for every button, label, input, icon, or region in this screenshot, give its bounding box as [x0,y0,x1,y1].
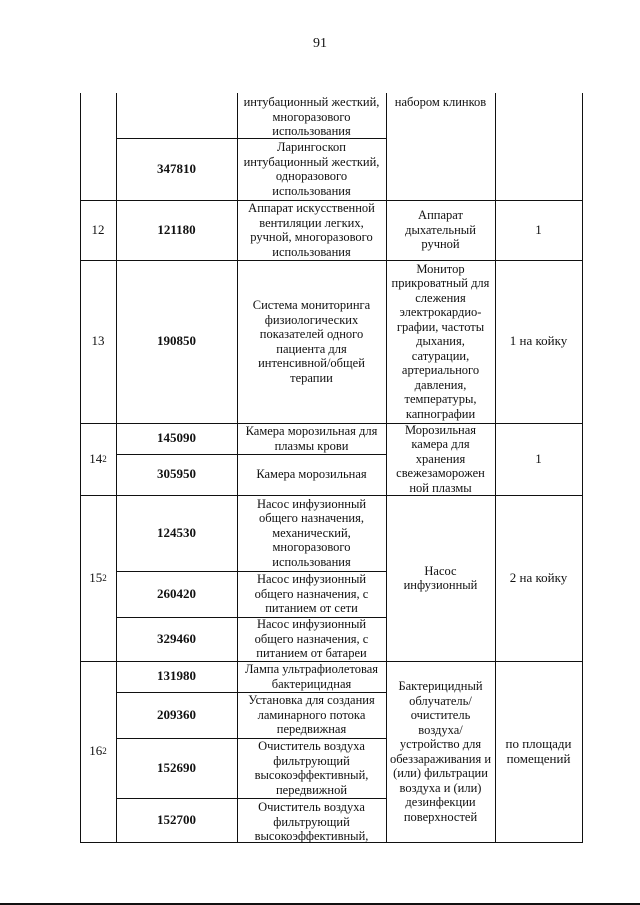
row16-name1 [237,661,386,692]
row14-number [80,423,116,495]
cont-function [386,93,495,138]
cell-text: набором клинков [394,95,487,109]
row16-qty: по площади помещений [505,736,572,766]
row15-name3 [237,617,386,661]
cont-name1 [237,93,386,138]
cell-text: Камера морозильная [256,467,367,482]
cell-text: Морозильная камера для хранения свежезаморожен ной плазмы [396,422,485,495]
cell-text: Система мониторинга физиологических показателей одного пациента для интенсивной/общей терапии [252,298,371,385]
row15-name1 [237,495,386,571]
row13-function [386,260,495,423]
row15-code2: 260420 [157,585,196,601]
row15-code3: 329460 [157,630,196,646]
row16-code4: 152700 [157,811,196,827]
row14-code1: 145090 [157,430,196,446]
row-number-text: 15 [89,569,103,585]
cell-text: Установка для создания ламинарного потока передвижная [248,693,375,737]
row-number-text: 14 [89,450,103,466]
row15-number [80,495,116,661]
row16-number [80,661,116,842]
row12-qty: 1 [535,221,542,237]
row13-qty: 1 на койку [509,333,568,349]
row16-code1: 131980 [157,668,196,684]
page-number: 91 [313,36,327,51]
cell-text: Очиститель воздуха фильтрующий высокоэффективный, передвижной [254,739,369,797]
row14-code2: 305950 [157,466,196,482]
row14-qty: 1 [535,450,542,466]
cell-text: Лампа ультрафиолетовая бактерицидная [244,662,379,691]
cell-text: Аппарат искусственной вентиляции легких, ручной, многоразового использования [248,201,375,259]
cell-text: Очиститель воздуха фильтрующий высокоэффективный, [254,800,369,843]
row-number-sup: 2 [102,746,107,757]
cont-name2 [237,138,386,200]
row13-code: 190850 [157,333,196,349]
row13-name [237,260,386,423]
cell-text: Насос инфузионный общего назначения, с питанием от батареи [254,617,369,661]
row16-function [386,661,495,842]
row-number-sup: 2 [102,453,107,464]
row12-code: 121180 [157,221,196,237]
row15-code1: 124530 [157,524,196,540]
cell-text: Монитор прикроватный для слежения электрокардио-графии, частоты дыхания, сатурации, артериального давления, температуры, капнографии [391,261,490,421]
cell-text: Насос инфузионный [403,563,478,592]
row15-qty: 2 на койку [509,569,568,585]
table-border-right [582,93,583,843]
cell-text: Ларингоскоп интубационный жесткий, одноразового использования [243,140,380,198]
row-number-text: 16 [89,743,103,759]
row12-number: 12 [91,221,105,237]
cell-text: Аппарат дыхательный ручной [405,208,476,252]
row15-name2 [237,571,386,617]
row16-name3 [237,738,386,798]
equipment-table [80,93,583,843]
row16-name2 [237,692,386,738]
cell-text: интубационный жесткий, многоразового использования [243,95,380,138]
row13-number: 13 [91,333,105,349]
row14-name1 [237,423,386,454]
row16-code2: 209360 [157,706,196,722]
row12-function [386,200,495,260]
cell-text: Камера морозильная для плазмы крови [245,424,378,453]
row-number-sup: 2 [102,572,107,583]
row14-name2 [237,454,386,495]
cell-text: Насос инфузионный общего назначения, механический, многоразового использования [256,496,367,569]
row14-function [386,423,495,495]
cell-text: Бактерицидный облучатель/ очиститель воздуха/ устройство для обеззараживания и (или) фильтрации воздуха и (или) дезинфекции поверхностей [389,679,492,824]
row15-function [386,495,495,661]
row16-name4 [237,798,386,842]
cont-code2: 347810 [157,160,196,176]
cell-text: Насос инфузионный общего назначения, с питанием от сети [254,572,369,616]
row16-code3: 152690 [157,759,196,775]
row12-name [237,200,386,260]
